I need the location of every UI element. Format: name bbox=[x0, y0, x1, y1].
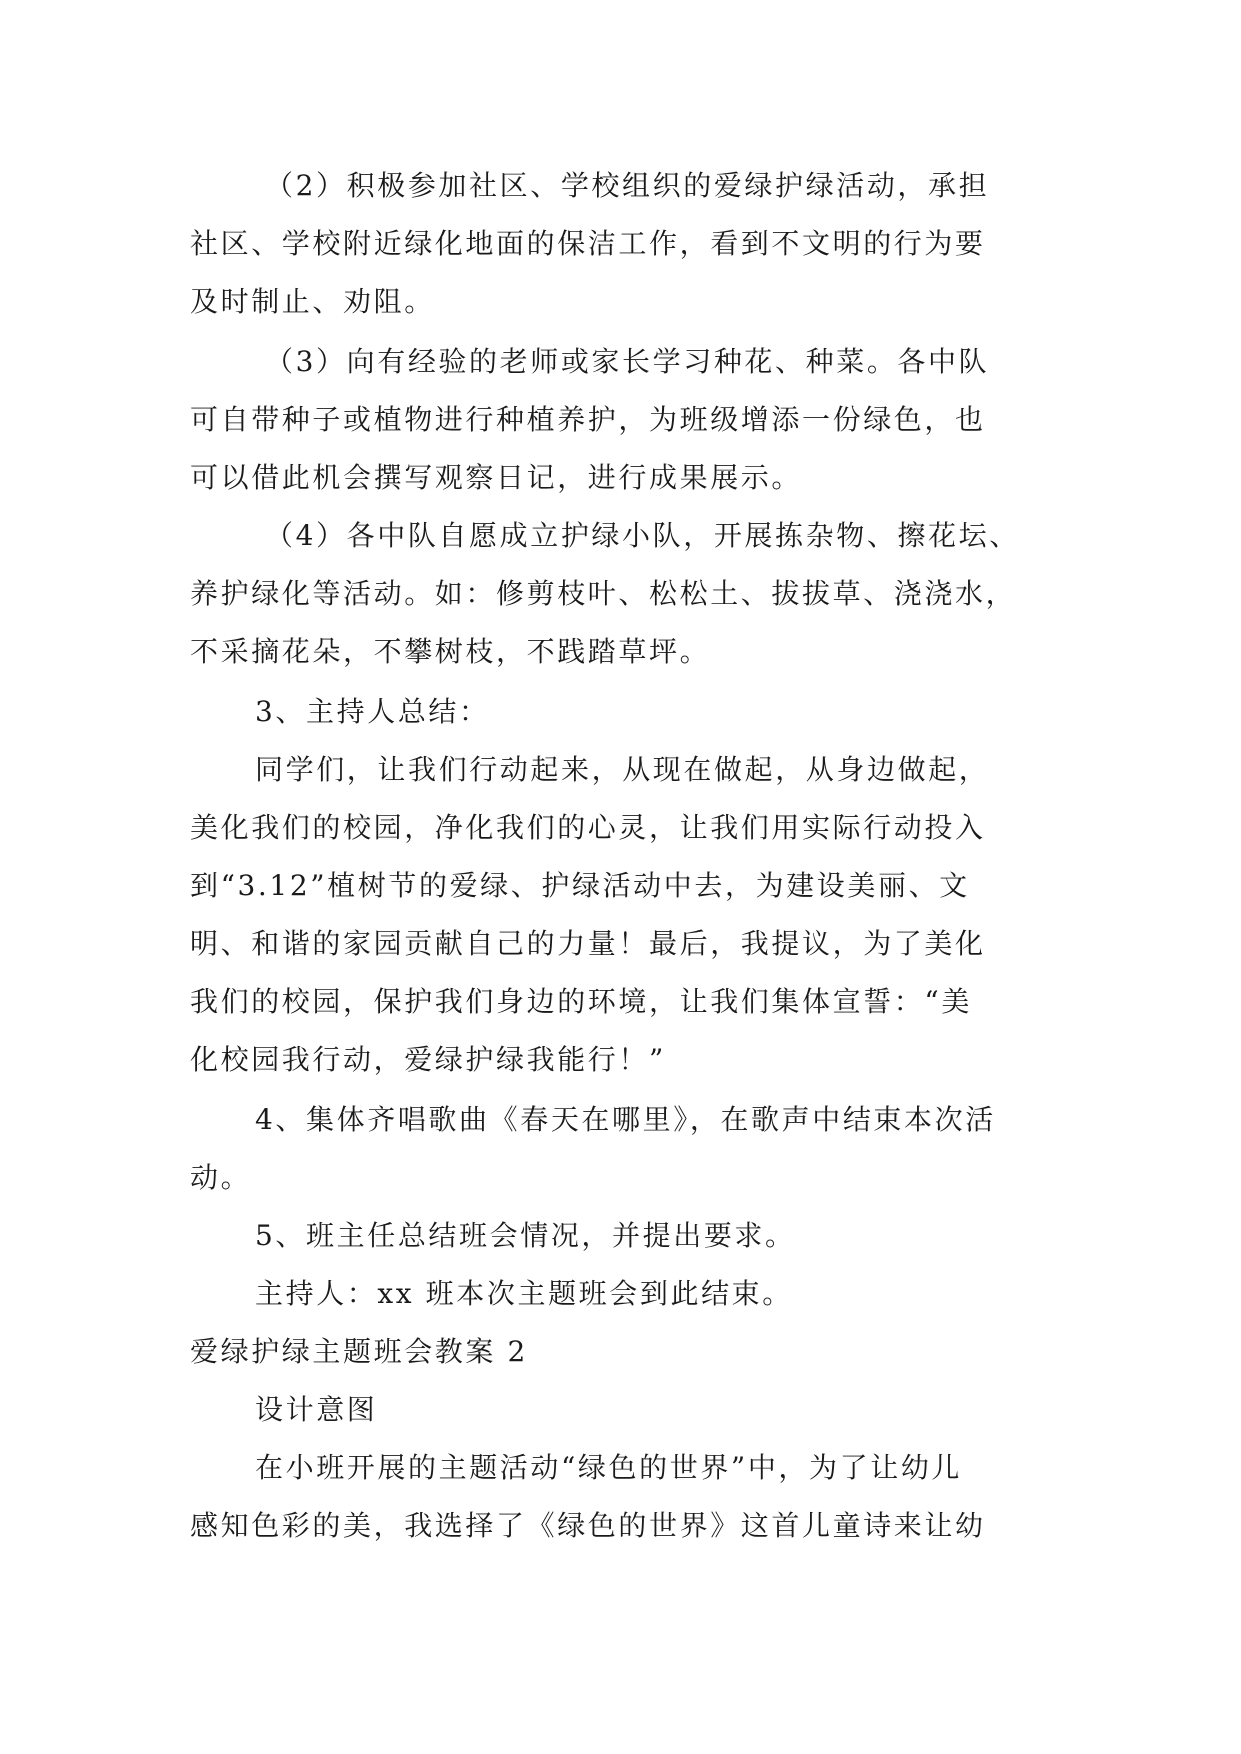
document-title: 爱绿护绿主题班会教案 2 bbox=[190, 1335, 528, 1368]
paragraph-line: 感知色彩的美，我选择了《绿色的世界》这首儿童诗来让幼 bbox=[190, 1509, 986, 1542]
section-heading: 设计意图 bbox=[255, 1393, 378, 1426]
paragraph-line: （3）向有经验的老师或家长学习种花、种菜。各中队 bbox=[265, 345, 990, 378]
paragraph-line: 同学们，让我们行动起来，从现在做起，从身边做起， bbox=[255, 753, 990, 786]
paragraph-line: 5、班主任总结班会情况，并提出要求。 bbox=[255, 1219, 796, 1252]
section-heading: 3、主持人总结： bbox=[255, 695, 490, 728]
paragraph-line: 动。 bbox=[190, 1161, 252, 1194]
paragraph-line: 化校园我行动，爱绿护绿我能行！” bbox=[190, 1043, 666, 1076]
paragraph-line: 美化我们的校园，净化我们的心灵，让我们用实际行动投入 bbox=[190, 811, 986, 844]
paragraph-line: （2）积极参加社区、学校组织的爱绿护绿活动，承担 bbox=[265, 169, 990, 202]
paragraph-line: 主持人：xx 班本次主题班会到此结束。 bbox=[255, 1277, 793, 1310]
paragraph-line: 4、集体齐唱歌曲《春天在哪里》，在歌声中结束本次活 bbox=[255, 1103, 996, 1136]
paragraph-line: 可以借此机会撰写观察日记，进行成果展示。 bbox=[190, 461, 803, 494]
paragraph-line: 养护绿化等活动。如：修剪枝叶、松松土、拔拔草、浇浇水， bbox=[190, 577, 1017, 610]
paragraph-line: 到“3.12”植树节的爱绿、护绿活动中去，为建设美丽、文 bbox=[190, 869, 970, 902]
paragraph-line: （4）各中队自愿成立护绿小队，开展拣杂物、擦花坛、 bbox=[265, 519, 1020, 552]
paragraph-line: 在小班开展的主题活动“绿色的世界”中，为了让幼儿 bbox=[255, 1451, 963, 1484]
paragraph-line: 可自带种子或植物进行种植养护，为班级增添一份绿色，也 bbox=[190, 403, 986, 436]
paragraph-line: 及时制止、劝阻。 bbox=[190, 285, 435, 318]
paragraph-line: 我们的校园，保护我们身边的环境，让我们集体宣誓：“美 bbox=[190, 985, 972, 1018]
paragraph-line: 明、和谐的家园贡献自己的力量！最后，我提议，为了美化 bbox=[190, 927, 986, 960]
paragraph-line: 社区、学校附近绿化地面的保洁工作，看到不文明的行为要 bbox=[190, 227, 986, 260]
paragraph-line: 不采摘花朵，不攀树枝，不践踏草坪。 bbox=[190, 635, 711, 668]
